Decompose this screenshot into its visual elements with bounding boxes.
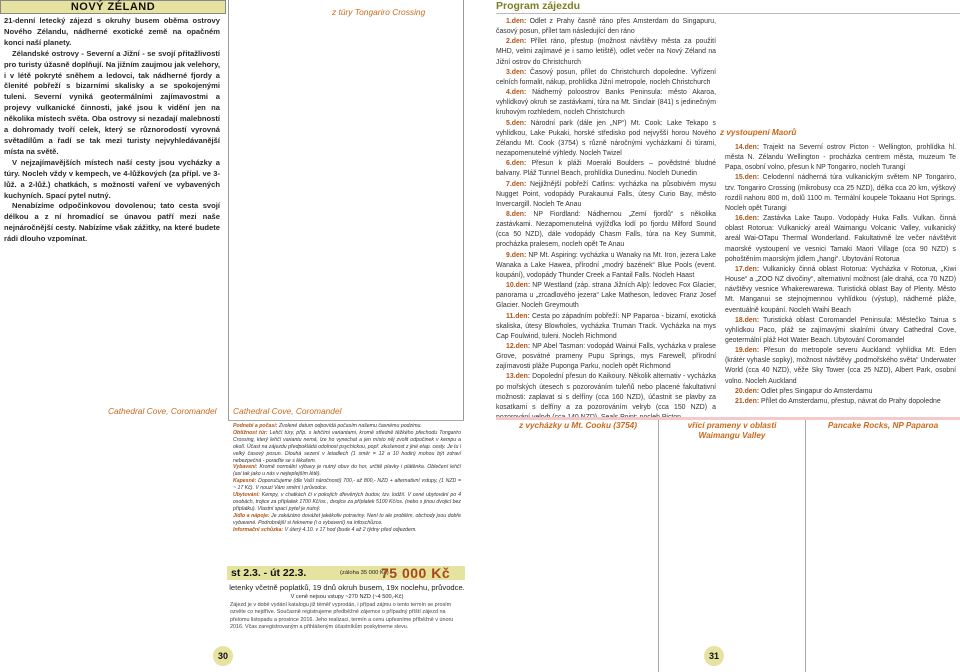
availability-note: Zájezd je v době vydání katalogu již téměř vyprodán, i případ zájmu o tento termín se prosím ozvěte co nejdříve. Současně registrujeme předběžné zájemce o případný příští zájezd na přelomu listopadu a prosince 2016. Jeho realizaci, termín a cenu upřesníme příběžně v únoru 2016. Včas zaregistrovaným a přihlášeným účastníkům poskytneme slevu. — [230, 602, 454, 630]
itinerary-day: 5.den: Národní park (dále jen „NP“) Mt. Cook: Lake Tekapo s vyhlídkou, Lake Pukaki, horské středisko pod nejvyšší horou Nového Zélandu Mt. Cook (3754) s různě náročnými vycházkami či túrami, nezapomenutelné výhledy. Nocleh Twizel — [496, 119, 716, 158]
page-title: NOVÝ ZÉLAND — [70, 1, 156, 13]
itinerary-day: 11.den: Cesta po západním pobřeží: NP Paparoa - bizarní, exotická skaliska, útesy Blowholes, vycházka Truman Track. Vycházka na mys Cap Foulwind, tuleni. Nocleh Richmond — [496, 312, 716, 340]
intro-paragraph: Zélandské ostrovy - Severní a Jižní - se svojí přitažlivostí pro turisty úžasně doplňují. Na jižním zaujmou jak velehory, i v létě pokryté sněhem a ledovci, tak nádherné fjordy a členité pobřeží s bizarními skalisky a se spokojenými tuleni. Severní vyniká geotermálními zajímavostmi a projevy vulkanické činnosti, jaké jsou k vidění jen na několika místech světa. Oba ostrovy si nezadají malebností a dohromady tvoří celek, který se různorodostí vyrovná světadílům a řadí se tak mezi turisty nejvyhledávanější místa na světě. — [4, 48, 220, 156]
note-item: Obtížnost túr: Lehčí túry, příp. s lehčími variantami, kromě středně těžkého přechodu Tongariro Crossing, který lehčí variantu nemá, lze ho vynechat a jen místo něj zvolit odpočinek v kempu a okolí. Účast na zájezdu předpokládá odolnost psychickou, popř. zkušenost z jiné etap. cesty. Je tu i velký časový posun. Dlouhá sezení v letadlech (1 směr = 12 a 10 hodin) mohou být zdraví nebezpečná - poraďte se s lékařem. — [233, 429, 462, 464]
photo-maori-performance — [720, 14, 960, 126]
includes-line: letenky včetně poplatků, 19 dnů okruh busem, 19x noclehu, průvodce. — [229, 583, 465, 592]
note-item: Podnebí a počasí: Zvolené datum odpovídá počasím našemu časnému podzimu. — [233, 423, 422, 429]
itinerary-day: 10.den: NP Westland (záp. strana Jižních Alp): ledovec Fox Glacier, panorama u „zrcadlového jezera“ Lake Matheson, ledovec Franz Josef Glacier. Nocleh Greymouth — [496, 282, 716, 310]
intro-paragraph: 21-denní letecký zájezd s okruhy busem oběma ostrovy Nového Zélandu, nádherné exotické země na opačném konci naší planety. — [4, 16, 220, 47]
travel-notes — [233, 423, 461, 534]
itinerary-day: 6.den: Přesun k pláži Moeraki Boulders – povědstné bludné balvany. Pláž Tunnel Beach, prohlídka Dunedinu. Nocleh Dunedin — [496, 160, 716, 178]
note-item: Vybavení: Kromě normální výbavy je nutný obuv do hor, určitě plavky i plátěnka. Oblečení lehčí (asi tak jako u nás v nejteplejším létě). — [233, 464, 461, 478]
divider — [228, 420, 464, 421]
itinerary-day: 7.den: Nejjižnější pobřeží Catlins: vycházka na působivém mysu Nugget Point, vodopády Purakaunui Falls, útesy Curio Bay, město Invercargill. Nocleh Te Anau — [496, 180, 716, 208]
itinerary-day: 4.den: Nádherný poloostrov Banks Peninsula: město Akaroa, vyhlídkový okruh se zastávkami, túra na Mt. Sinclair (841) s jedinečným kruhovým rozhledem, nocleh Christchurch — [496, 89, 716, 117]
page-number-right: 31 — [704, 646, 724, 666]
itinerary-day: 2.den: Přílet ráno, přestup (možnost návštěvy města za použití MHD, velmi zajímavé je i samo letiště), odlet večer na Nový Zéland na Jižní ostrov do Christchurch — [496, 38, 717, 66]
page-number-left: 30 — [213, 646, 233, 666]
caption-cathedral-cove-mid: Cathedral Cove, Coromandel — [233, 406, 342, 416]
itinerary-day: 13.den: Dopolední přesun do Kaikoury. Několik alternativ - vycházka po mořských útesech s pozorováním tuleňů nebo placené fakultativní možnosti: zaplavat si s delfíny (cca 160 NZD), účastnit se plavby za kosatkami s delfíny a za pozorováním velryb (cca 150 NZD) a — [496, 373, 716, 411]
itinerary-day: 17.den: Vulkanicky činná oblast Rotorua: Vycházka v Rotorua, „Kiwi House“ a „ZOO NZ divočiny“, alternativní možnost (ale drahá, cca 70 NZD) návštěvy vesnice Whakerewarewa. Turistická oblast Bay of Plenty. Město Mt. Manganui se stejnojmennou vyhlídkou (výstup), nádherné pláže, eventuálně koupání. Nocleh Waihi Beach — [725, 265, 956, 314]
itinerary-column-1 — [496, 17, 716, 423]
deposit-amount: (záloha 35 000 Kč) — [340, 570, 389, 576]
itinerary-day: 20.den: Odlet přes Singapur do Amsterdamu — [735, 387, 873, 395]
itinerary-day: 14.den: Trajekt na Severní ostrov Picton - Wellington, prohlídka hl. města N. Zélandu Wellington - procházka centrem města, muzeum Te Papa, osobní volno, přesun k NP Tongariro, nocleh Turangi — [725, 144, 956, 172]
itinerary-day: 15.den: Celodenní nádherná túra vulkanickým světem NP Tongariro, tzv. Tongariro Crossing (mikrobusy cca 25 NZD), délka cca 20 km, výškový rozdíl nahoru 800 m, dolů 1100 m. Termální koupele Tokaanu Hot Springs. Nocleh opět Turangi — [725, 174, 957, 212]
note-item: Jídlo a nápoje: Je zakázáno dovážet jakékoliv potraviny. Není to ale problém, obchody jsou dobře vybavené. Podrobnější si řekneme (i o vybavení) na infoschůzce. — [233, 512, 461, 526]
excludes-line: V ceně nejsou vstupy ~270 NZD (~4 500,-Kč) — [290, 594, 404, 600]
itinerary-column-2 — [725, 143, 956, 407]
caption-mt-cook: z vycházky u Mt. Cooku (3754) — [519, 421, 637, 430]
itinerary-day: 18.den: Turistická oblast Coromandel Peninsula: Městečko Tairua s vyhlídkou Paco, pláž se zajímavými skalními útvary Cathedral Cove, geotermální pláž Hot Water Beach. Ubytování Coromandel — [725, 316, 956, 344]
caption-tongariro: z túry Tongariro Crossing — [332, 7, 426, 17]
intro-paragraph: Nenabízíme odpočinkovou dovolenou; tato cesta svojí délkou a z ní hromadící se únavou patří mezi naše nejnáročnější cesty. Nabízíme však zážitky, na které budete rádi dlouho vzpomínat. — [4, 201, 220, 244]
itinerary-day: 3.den: Časový posun, přílet do Christchurch dopoledne. Vyřízení celních formalit, nákup, prohlídka Jižní metropole, nocleh Christchurch — [496, 68, 716, 86]
itinerary-day: 1.den: Odlet z Prahy časně ráno přes Amsterdam do Singapuru, časový posun, přílet tam následující den ráno — [496, 18, 716, 36]
caption-waimangu: vřící prameny v oblasti Waimangu Valley — [687, 421, 777, 440]
caption-pancake-rocks: Pancake Rocks, NP Paparoa — [827, 421, 939, 430]
page-title-bar — [0, 0, 226, 14]
note-item: Ubytování: Kempy, v chatkách či v pokojích dřevěných budov, tzv. lodžií. V cené ubytování po 4 osobách, trojice za příplatek 1700 Kč/os., dvojice za příplatek 5100 Kč/os. (nebo s jinou dvojicí bez příplatku). Vlastní spací pytel je nutný. — [233, 492, 461, 512]
price-includes — [229, 583, 465, 601]
itinerary-day: 8.den: NP Fiordland: Nádhernou „Zemí fjordů“ s několika zastávkami. Nezapomenutelná vyjížďka lodí po fjordu Milford Sound (cca 50 NZD), dále vodopády Chasm Falls, túra na Key Summit, procházka pralesem, nocleh opět Te Anau — [496, 210, 717, 249]
itinerary-day: 19.den: Přesun do metropole severu Auckland: vyhlídka Mt. Eden (krátér vyhasle sopky), možnost návštěvy „podmořského světa“ Underwater World (cca 40 NZD), věže Sky Tower (cca 25 NZD), Albert Park, osobní volno. Nocleh Auckland — [725, 347, 956, 385]
intro-paragraph: V nejzajímavějších místech naší cesty jsou vycházky a túry. Nocleh vždy v kempech, ve 4-lůžkových (za přípl. ve 3-lůž. a 2-lůž.) chatkách, s možností vaření ve vybavených kuchyních. Spací pytel nutný. — [4, 157, 220, 200]
note-item: Kapesné: Doporučujeme (dle Vaší náročnosti) 700,- až 800,- NZD + alternativní vstupy, (1 NZD = ~ 17 Kč). V nouzi Vám smění i průvodce. — [233, 478, 462, 492]
caption-cathedral-cove-left: Cathedral Cove, Coromandel — [108, 406, 217, 416]
tour-price: 75 000 Kč — [381, 565, 451, 581]
note-item: Informační schůzka: V úterý 4.10. v 17 hod (bude 4 až 2 týdny před odjezdem. — [233, 526, 417, 533]
itinerary-day: 21.den: Přílet do Amsterdamu, přestup, návrat do Prahy dopoledne — [735, 397, 941, 405]
intro-text — [4, 16, 220, 245]
photo-waimangu-valley — [659, 420, 805, 672]
photo-tongariro-crossing — [228, 0, 464, 420]
program-title: Program zájezdu — [496, 0, 581, 12]
photo-pancake-rocks — [806, 420, 960, 672]
itinerary-day: 9.den: NP Mt. Aspiring: vycházka u Wanaky na Mt. Iron, jezera Lake Wanaka a Lake Hawea, přírodní „modrý bazének“ Blue Pools (event. koupání), vodopády Thunder Creek a Fantail Falls. Nocleh Haast — [496, 251, 716, 279]
caption-maori: z vystoupení Maorů — [720, 128, 797, 137]
photo-mt-cook-walk — [496, 420, 658, 672]
itinerary-day: 12.den: NP Abel Tasman: vodopád Wainui Falls, vycházka v pralese Grove, posvátné prameny Pupu Springs, mys Farewell, přírodní zajímavosti pláže Puponga Parku, nocleh opět Richmond — [496, 343, 716, 371]
tour-term: st 2.3. - út 22.3. — [231, 567, 307, 579]
itinerary-day: 16.den: Zastávka Lake Taupo. Vodopády Huka Falls. Vulkan. činná oblast Rotorua: Vulkanický areál Waimangu Volcanic Valley, vulkanický areál Wai-OTapu Thermal Wonderland. Fakultativně lze večer návštěvit maorské vystoupení ve vesnici Tamaki Maori Village (cca 90 NZD) s pohoštěním maorským jídlem „hangi“. Ubytování Rotorua — [725, 215, 957, 263]
photo-cathedral-cove-left — [0, 268, 226, 420]
